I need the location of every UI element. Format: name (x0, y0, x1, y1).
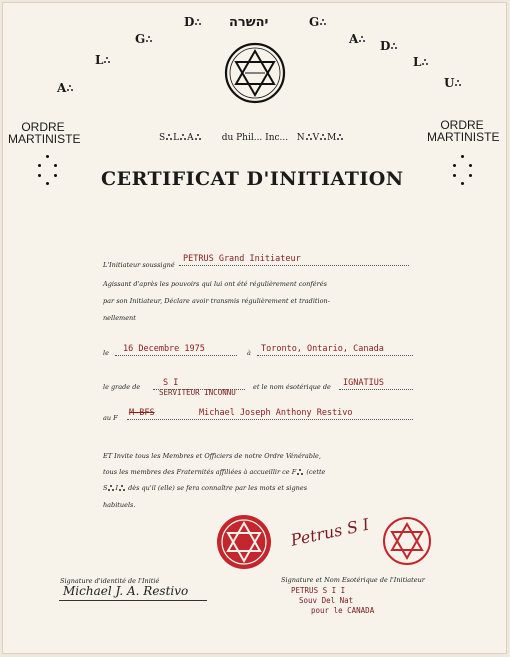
para1-line3: nellement (103, 314, 136, 322)
grade-value: S I (163, 378, 179, 388)
place-value: Toronto, Ontario, Canada (261, 344, 384, 354)
date-label: le (103, 349, 109, 357)
place-rule (257, 355, 413, 356)
certificate-page (3, 3, 506, 653)
right-typed-line3: pour le CANADA (311, 606, 375, 615)
para2-line2: tous les membres des Fraternités affiliées à accueillir ce F (cette (103, 468, 326, 476)
order-label-left: ORDRE MARTINISTE (8, 120, 81, 146)
initiator-signature: Petrus S I (289, 514, 371, 550)
arc-letter-u: U (444, 76, 462, 90)
six-dots-right (452, 155, 476, 185)
lodge-line: S L A du Phil... Inc... N V M (159, 133, 344, 143)
arc-letter-a2: A (349, 32, 366, 46)
para2-line3: S I dès qu'il (elle) se fera connaître par les mots et signes (103, 484, 308, 492)
initiator-label: L'Initiateur soussigné (103, 261, 175, 269)
right-typed-line2: Souv Del Nat (299, 596, 354, 605)
red-seal-right (381, 515, 433, 567)
para1-line2: par son Initiateur, Déclare avoir transmis régulièrement et tradition- (103, 297, 330, 305)
esoteric-rule (339, 389, 413, 390)
left-signature-line (59, 600, 207, 601)
right-signature-label: Signature et Nom Esotérique de l'Initiateur (281, 576, 425, 584)
recipient-value: Michael Joseph Anthony Restivo (199, 408, 353, 418)
arc-letter-d: D (184, 15, 202, 29)
para2-line1: ET Invite tous les Membres et Officiers de notre Ordre Vénérable, (103, 452, 321, 460)
arc-letter-d2: D (380, 39, 398, 53)
place-label: à (247, 349, 251, 357)
arc-letter-g2: G (309, 15, 327, 29)
esoteric-label: et le nom ésotérique de (253, 383, 331, 391)
arc-letter-l: L (95, 53, 111, 67)
para2-line4: habituels. (103, 501, 136, 509)
initiate-signature: Michael J. A. Restivo (63, 584, 189, 598)
date-rule (115, 355, 237, 356)
initiator-value: PETRUS Grand Initiateur (183, 254, 301, 264)
arc-letter-a: A (57, 81, 74, 95)
red-seal-left (215, 513, 273, 571)
certificate-title: CERTIFICAT D'INITIATION (101, 168, 404, 190)
initiator-rule (179, 265, 409, 266)
order-label-right: ORDRE MARTINISTE (427, 118, 500, 144)
date-value: 16 Decembre 1975 (123, 344, 205, 354)
recipient-rule (127, 419, 413, 420)
arc-letter-g: G (135, 32, 153, 46)
recipient-struck: M-BFS (129, 408, 155, 418)
recipient-label: au F (103, 414, 118, 422)
hexagram-emblem (223, 41, 287, 105)
grade-rule (153, 389, 245, 390)
right-typed-line1: PETRUS S I I (291, 586, 346, 595)
grade-label: le grade de (103, 383, 141, 391)
grade-subvalue: SERVITEUR INCONNU (159, 388, 236, 397)
left-signature-label: Signature d'identité de l'Initié (60, 577, 160, 585)
hebrew-name: יהשרה (229, 15, 269, 30)
arc-letter-l2: L (413, 55, 429, 69)
esoteric-value: IGNATIUS (343, 378, 384, 388)
para1-line1: Agissant d'après les pouvoirs qui lui ont été régulièrement conférés (103, 280, 327, 288)
six-dots-left (37, 155, 61, 185)
